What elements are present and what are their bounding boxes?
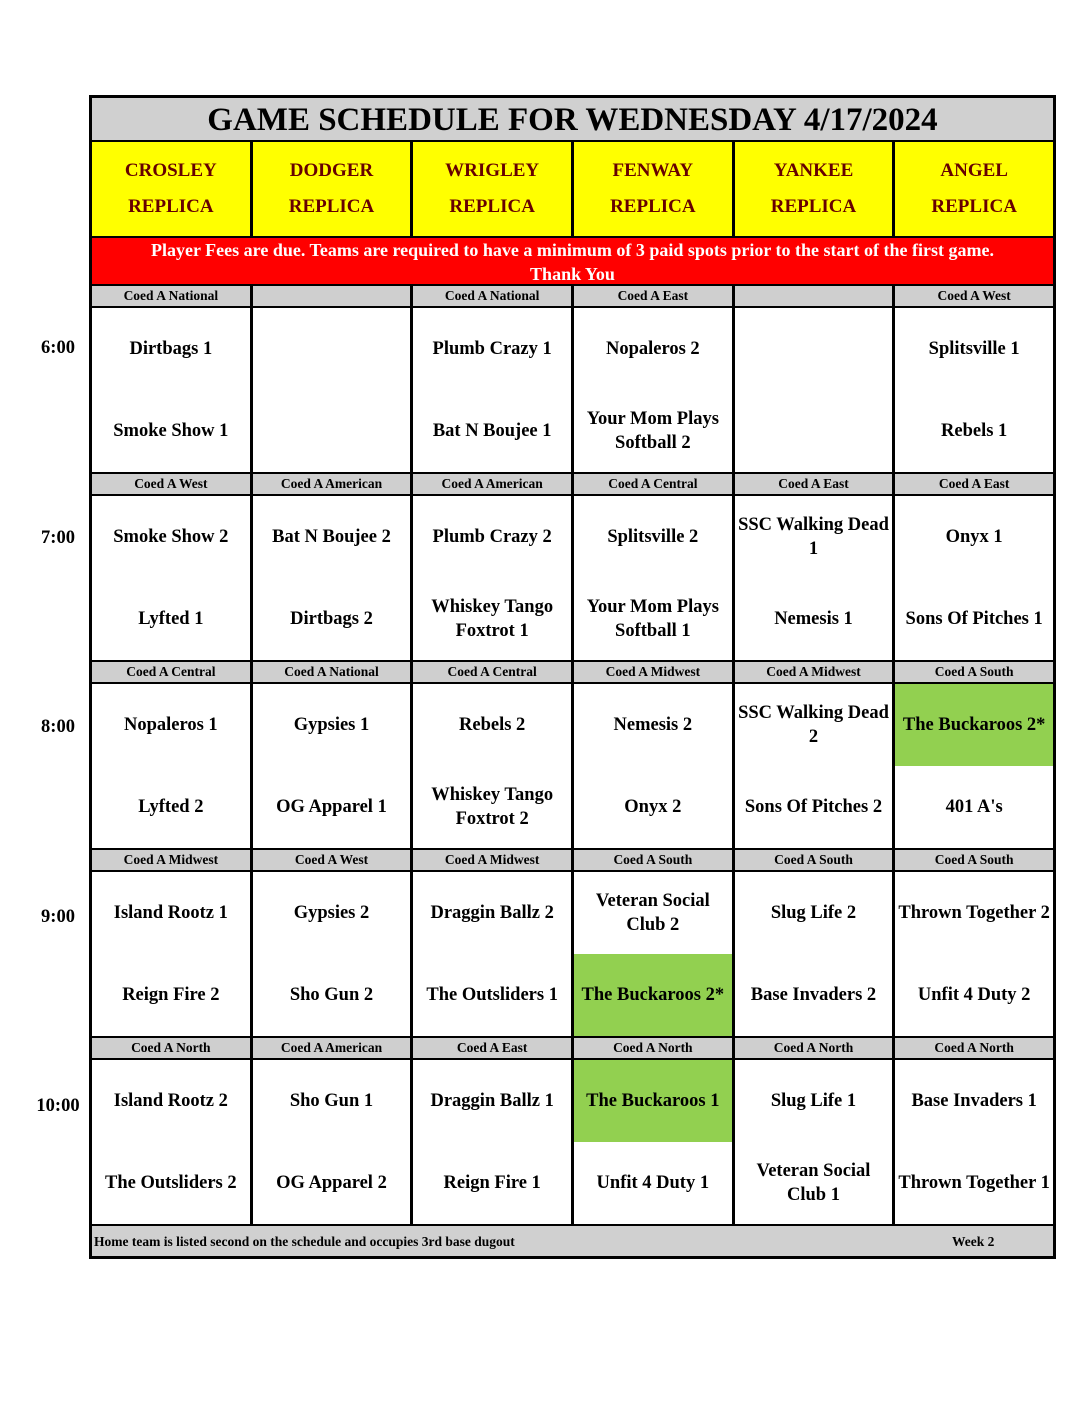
division-label: Coed A North	[735, 1038, 893, 1058]
away-team: Nopaleros 2	[605, 339, 700, 359]
division-row	[92, 284, 1053, 308]
game-cell	[253, 684, 411, 848]
division-label: Coed A Central	[92, 662, 250, 682]
away-team: Plumb Crazy 1	[432, 339, 552, 359]
game-cell	[895, 684, 1053, 848]
games-row	[92, 496, 1053, 660]
division-label: Coed A West	[895, 286, 1053, 306]
game-cell	[413, 684, 571, 848]
away-team	[253, 308, 411, 390]
game-cell	[253, 496, 411, 660]
field-header-angel	[895, 142, 1053, 236]
division-row	[92, 1036, 1053, 1060]
home-team: OG Apparel 2	[276, 1173, 387, 1193]
fee-notice-thanks: Thank You	[530, 264, 615, 284]
field-name: ANGEL	[940, 160, 1008, 181]
away-team: SSC Walking Dead 1	[738, 515, 889, 559]
away-team: Smoke Show 2	[113, 527, 229, 547]
game-cell	[574, 1060, 732, 1224]
games-row	[92, 308, 1053, 472]
home-team: Lyfted 1	[138, 609, 204, 629]
home-team: Smoke Show 1	[113, 421, 229, 441]
away-team: Gypsies 2	[293, 903, 370, 923]
division-label: Coed A American	[253, 474, 411, 494]
away-team: Draggin Ballz 2	[430, 903, 554, 923]
game-cell	[92, 872, 250, 1036]
game-cell	[413, 308, 571, 472]
fee-notice	[92, 236, 1053, 284]
division-row	[92, 472, 1053, 496]
game-cell	[895, 496, 1053, 660]
away-team: Splitsville 1	[928, 339, 1020, 359]
home-team: Sons Of Pitches 2	[744, 797, 883, 817]
time-label: 9:00	[41, 906, 75, 927]
home-team	[253, 390, 411, 472]
division-label: Coed A South	[574, 850, 732, 870]
game-cell	[413, 1060, 571, 1224]
division-label: Coed A South	[735, 850, 893, 870]
game-cell	[413, 496, 571, 660]
game-cell	[253, 1060, 411, 1224]
field-name: CROSLEY	[124, 160, 217, 181]
division-label: Coed A East	[895, 474, 1053, 494]
game-cell	[574, 872, 732, 1036]
field-name: YANKEE	[773, 160, 854, 181]
home-team: The Outsliders 2	[105, 1173, 237, 1193]
field-name: FENWAY	[612, 160, 694, 181]
game-cell	[92, 1060, 250, 1224]
home-team: Your Mom Plays Softball 2	[586, 409, 719, 453]
field-header-crosley	[92, 142, 250, 236]
home-team: The Buckaroos 2*	[574, 954, 732, 1036]
game-cell	[92, 308, 250, 472]
game-cell	[735, 872, 893, 1036]
game-cell	[574, 496, 732, 660]
time-label: 10:00	[36, 1096, 80, 1116]
home-team: Nemesis 1	[774, 609, 853, 629]
home-team: Sho Gun 2	[289, 985, 374, 1005]
away-team: Nopaleros 1	[123, 715, 218, 735]
home-team: Your Mom Plays Softball 1	[586, 597, 719, 641]
field-header-fenway	[574, 142, 732, 236]
away-team: The Buckaroos 2*	[895, 684, 1053, 766]
week-label: Week 2	[952, 1234, 995, 1249]
away-team	[735, 308, 893, 390]
home-team: Onyx 2	[624, 797, 682, 817]
away-team: Onyx 1	[945, 527, 1003, 547]
away-team: Splitsville 2	[607, 527, 699, 547]
division-label	[735, 286, 893, 306]
field-subtitle: REPLICA	[770, 196, 857, 217]
games-row	[92, 1060, 1053, 1224]
home-team: Rebels 1	[941, 421, 1008, 441]
away-team: Base Invaders 1	[911, 1091, 1037, 1111]
division-label: Coed A Midwest	[413, 850, 571, 870]
away-team: Rebels 2	[459, 715, 526, 735]
field-header-dodger	[253, 142, 411, 236]
division-label: Coed A American	[413, 474, 571, 494]
division-label: Coed A National	[253, 662, 411, 682]
game-cell	[92, 684, 250, 848]
division-row	[92, 848, 1053, 872]
away-team: Slug Life 2	[770, 903, 857, 923]
away-team: Bat N Boujee 2	[272, 527, 391, 547]
home-team: OG Apparel 1	[276, 797, 387, 817]
game-cell	[574, 308, 732, 472]
division-label: Coed A National	[92, 286, 250, 306]
division-label: Coed A Midwest	[735, 662, 893, 682]
home-team: Dirtbags 2	[290, 609, 373, 629]
division-label	[253, 286, 411, 306]
division-label: Coed A West	[253, 850, 411, 870]
game-cell	[253, 308, 411, 472]
division-label: Coed A American	[253, 1038, 411, 1058]
field-header-row	[92, 142, 1053, 236]
division-label: Coed A Midwest	[92, 850, 250, 870]
division-label: Coed A South	[895, 850, 1053, 870]
field-name: DODGER	[289, 160, 374, 181]
division-row	[92, 660, 1053, 684]
game-cell	[413, 872, 571, 1036]
home-team: Thrown Together 1	[898, 1173, 1050, 1193]
division-label: Coed A North	[895, 1038, 1053, 1058]
home-team: Whiskey Tango Foxtrot 2	[431, 785, 554, 829]
schedule-sheet	[89, 95, 1056, 1259]
home-team: The Outsliders 1	[426, 985, 558, 1005]
home-team: Unfit 4 Duty 2	[917, 985, 1031, 1005]
game-cell	[735, 684, 893, 848]
game-cell	[735, 308, 893, 472]
division-label: Coed A National	[413, 286, 571, 306]
division-label: Coed A East	[413, 1038, 571, 1058]
division-label: Coed A North	[574, 1038, 732, 1058]
division-label: Coed A East	[574, 286, 732, 306]
division-label: Coed A Midwest	[574, 662, 732, 682]
division-label: Coed A South	[895, 662, 1053, 682]
away-team: Nemesis 2	[613, 715, 693, 735]
away-team: Gypsies 1	[293, 715, 370, 735]
games-row	[92, 684, 1053, 848]
game-cell	[895, 1060, 1053, 1224]
game-cell	[895, 872, 1053, 1036]
home-team: Reign Fire 2	[122, 985, 220, 1005]
games-row	[92, 872, 1053, 1036]
division-label: Coed A Central	[413, 662, 571, 682]
field-name: WRIGLEY	[445, 160, 540, 181]
home-team: 401 A's	[945, 797, 1003, 817]
game-cell	[253, 872, 411, 1036]
field-subtitle: REPLICA	[128, 196, 214, 217]
away-team: Island Rootz 1	[113, 903, 228, 923]
game-cell	[735, 1060, 893, 1224]
fee-notice-line: Player Fees are due. Teams are required to have a minimum of 3 paid spots prior to the start of the first game.	[151, 240, 994, 260]
away-team: Sho Gun 1	[289, 1091, 374, 1111]
division-label: Coed A North	[92, 1038, 250, 1058]
division-label: Coed A West	[92, 474, 250, 494]
home-team: Unfit 4 Duty 1	[596, 1173, 710, 1193]
time-slots	[92, 284, 1053, 1224]
away-team: Veteran Social Club 2	[595, 891, 710, 935]
field-subtitle: REPLICA	[449, 196, 535, 217]
away-team: Island Rootz 2	[113, 1091, 228, 1111]
page-title: GAME SCHEDULE FOR WEDNESDAY 4/17/2024	[92, 98, 1053, 142]
home-team: Reign Fire 1	[443, 1173, 541, 1193]
time-label: 6:00	[41, 338, 75, 358]
time-label: 8:00	[41, 717, 75, 737]
away-team: Dirtbags 1	[129, 339, 213, 359]
away-team: Thrown Together 2	[898, 903, 1050, 923]
away-team: Plumb Crazy 2	[432, 527, 552, 547]
time-label: 7:00	[41, 527, 75, 548]
away-team: The Buckaroos 1	[574, 1060, 732, 1142]
field-subtitle: REPLICA	[931, 196, 1017, 217]
game-cell	[895, 308, 1053, 472]
home-team: Veteran Social Club 1	[756, 1161, 871, 1205]
field-subtitle: REPLICA	[610, 196, 696, 217]
home-team	[735, 390, 893, 472]
home-team: Base Invaders 2	[750, 985, 877, 1005]
home-team: Bat N Boujee 1	[432, 421, 552, 441]
home-team: Lyfted 2	[138, 797, 204, 817]
field-header-yankee	[735, 142, 893, 236]
game-cell	[574, 684, 732, 848]
home-team: Sons Of Pitches 1	[905, 609, 1043, 629]
footer-note: Home team is listed second on the schedule and occupies 3rd base dugout	[94, 1234, 515, 1249]
field-subtitle: REPLICA	[288, 196, 375, 217]
game-cell	[92, 496, 250, 660]
footer	[92, 1224, 1053, 1256]
away-team: Slug Life 1	[770, 1091, 857, 1111]
game-cell	[735, 496, 893, 660]
division-label: Coed A Central	[574, 474, 732, 494]
division-label: Coed A East	[735, 474, 893, 494]
field-header-wrigley	[413, 142, 571, 236]
away-team: SSC Walking Dead 2	[738, 703, 889, 747]
away-team: Draggin Ballz 1	[430, 1091, 554, 1111]
home-team: Whiskey Tango Foxtrot 1	[431, 597, 554, 641]
